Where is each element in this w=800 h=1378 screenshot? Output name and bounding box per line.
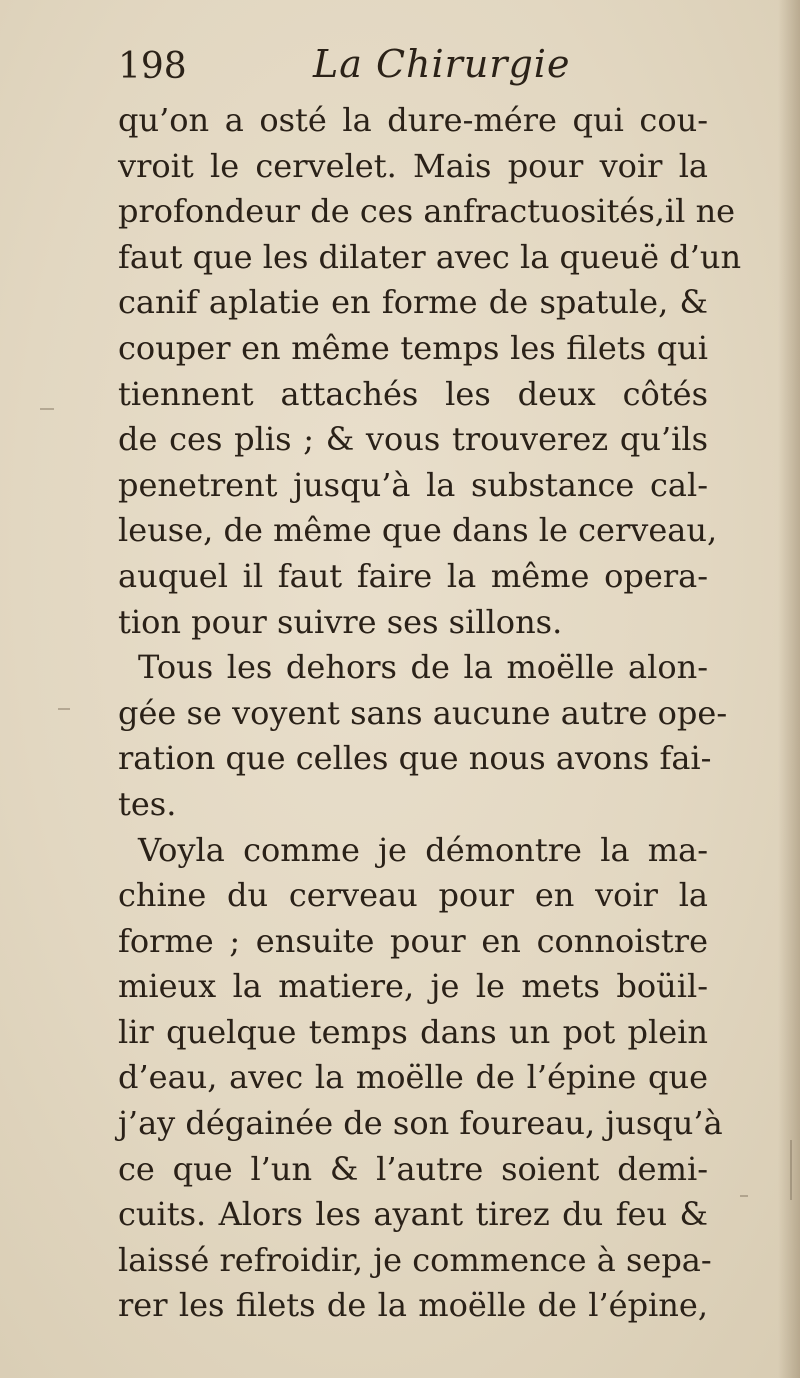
text-line: d’eau, avec la moëlle de l’épine que [118, 1058, 708, 1097]
text-line: leuse, de même que dans le cerveau, [118, 511, 718, 550]
text-line: laissé refroidir, je commence à sepa- [118, 1240, 712, 1279]
text-line: Tous les dehors de la moëlle alon- [138, 648, 708, 687]
text-line: ration que celles que nous avons fai- [118, 739, 712, 778]
running-title: La Chirurgie [313, 42, 571, 86]
margin-mark [740, 1195, 748, 1197]
text-line: chine du cerveau pour en voir la [118, 876, 708, 915]
text-line: qu’on a osté la dure-mére qui cou- [118, 101, 708, 139]
text-line: faut que les dilater avec la queuë d’un [118, 237, 742, 276]
margin-mark [58, 708, 70, 710]
text-line: tes. [118, 784, 177, 823]
text-line: canif aplatie en forme de spatule, & [118, 283, 708, 322]
body-text [118, 98, 742, 1329]
text-line: lir quelque temps dans un pot plein [118, 1012, 708, 1051]
text-line: tiennent attachés les deux côtés [118, 374, 708, 413]
text-line: j’ay dégainée de son foureau, jusqu’à [118, 1104, 723, 1143]
text-line: penetrent jusqu’à la substance cal- [118, 465, 708, 504]
margin-mark [40, 408, 54, 410]
text-line: ce que l’un & l’autre soient demi- [118, 1149, 708, 1188]
text-line: cuits. Alors les ayant tirez du feu & [118, 1195, 708, 1234]
text-line: gée se voyent sans aucune autre ope- [118, 693, 728, 732]
text-line: vroit le cervelet. Mais pour voir la [118, 146, 708, 185]
text-line: rer les filets de la moëlle de l’épine, [118, 1286, 708, 1325]
page-header [118, 42, 718, 92]
text-line: auquel il faut faire la même opera- [118, 556, 708, 595]
text-line: couper en même temps les filets qui [118, 328, 708, 367]
text-line: forme ; ensuite pour en connoistre [118, 921, 708, 960]
text-line: profondeur de ces anfractuosités,il ne [118, 192, 736, 231]
page-number: 198 [118, 46, 187, 87]
text-line: mieux la matiere, je le mets boüil- [118, 967, 708, 1006]
text-line: Voyla comme je démontre la ma- [138, 830, 708, 869]
text-line: de ces plis ; & vous trouverez qu’ils [118, 420, 708, 459]
margin-mark [790, 1140, 792, 1200]
page-gutter-shadow [778, 0, 800, 1378]
text-line: tion pour suivre ses sillons. [118, 602, 563, 641]
